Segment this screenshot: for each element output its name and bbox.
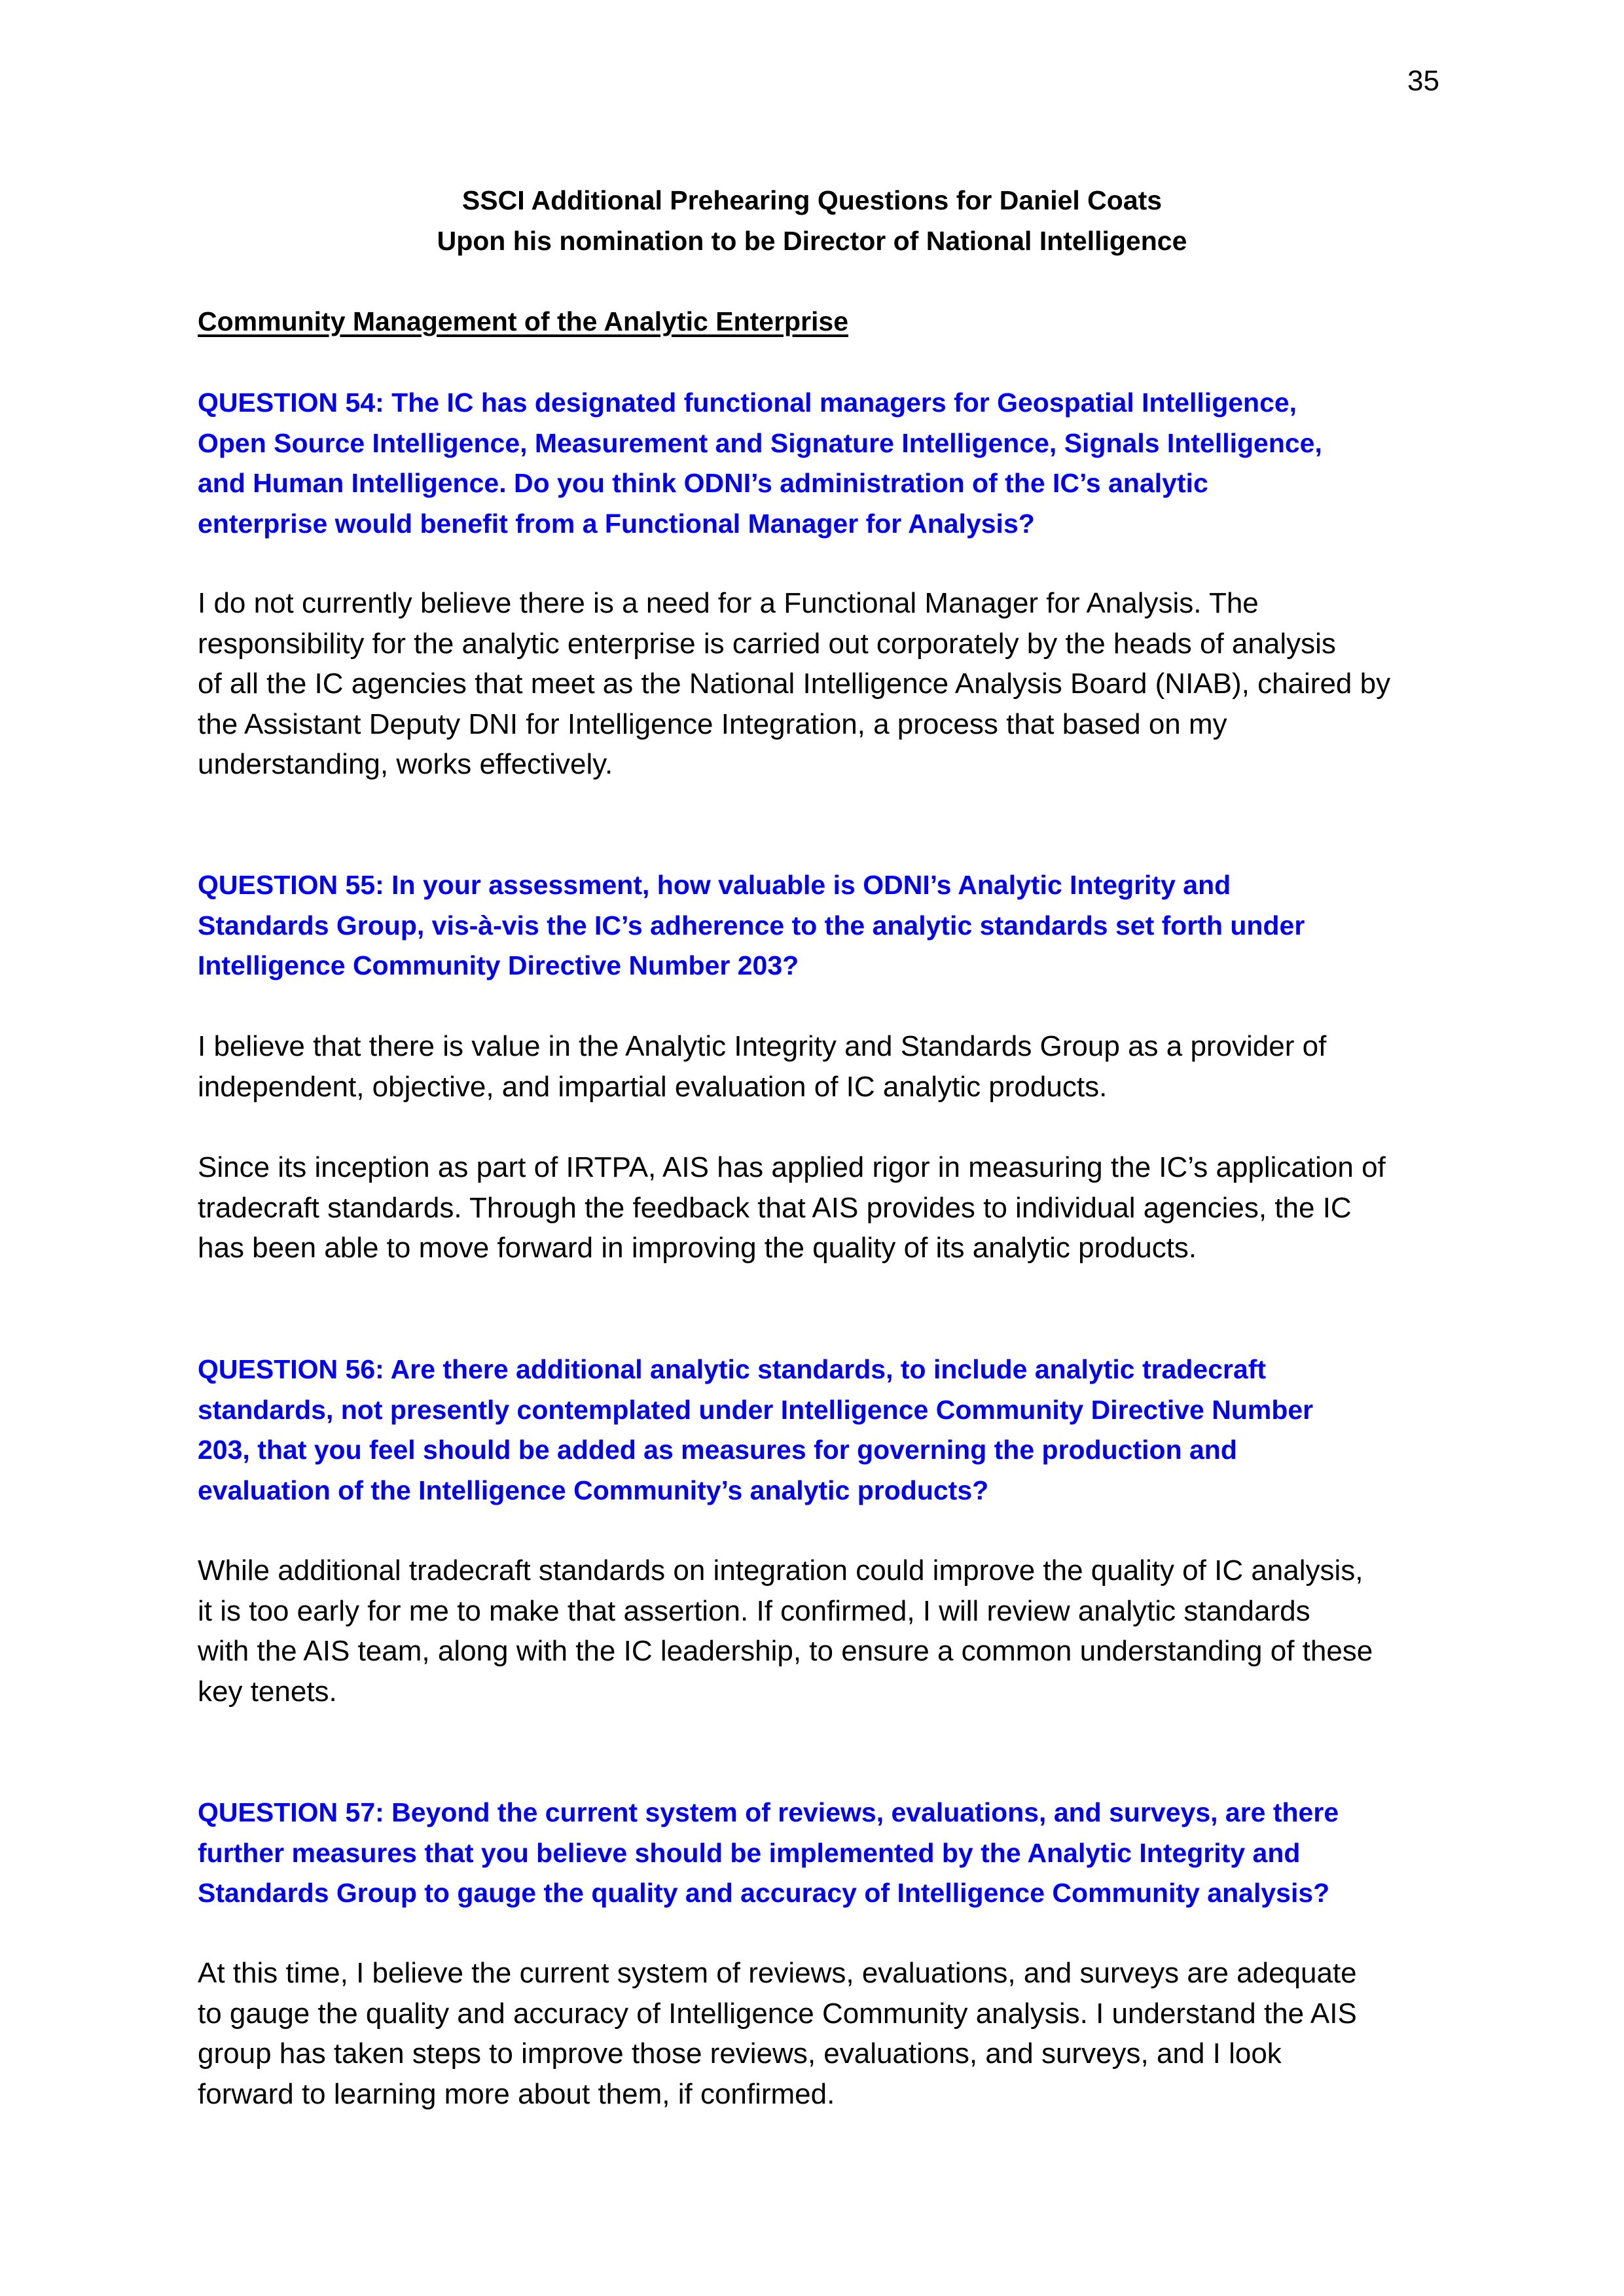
answer-55-paragraph-2 [198, 1147, 1474, 1268]
document-title [0, 181, 1624, 261]
text-line: enterprise would benefit from a Functional Manager for Analysis? [198, 508, 1035, 539]
text-line: While additional tradecraft standards on integration could improve the quality of IC analysis, [198, 1554, 1363, 1587]
section-heading-text: Community Management of the Analytic Enterprise [198, 306, 849, 336]
answer-55-paragraph-1 [198, 1026, 1474, 1107]
text-line: QUESTION 56: Are there additional analytic standards, to include analytic tradecraft [198, 1354, 1267, 1384]
text-line: 203, that you feel should be added as measures for governing the production and [198, 1435, 1237, 1465]
text-line: key tenets. [198, 1675, 337, 1708]
text-line: it is too early for me to make that assertion. If confirmed, I will review analytic standards [198, 1594, 1310, 1627]
text-line: QUESTION 54: The IC has designated functional managers for Geospatial Intelligence, [198, 387, 1297, 418]
question-57 [198, 1793, 1474, 1914]
question-56 [198, 1350, 1474, 1511]
text-line: with the AIS team, along with the IC leadership, to ensure a common understanding of these [198, 1635, 1373, 1668]
text-line: Standards Group to gauge the quality and accuracy of Intelligence Community analysis? [198, 1878, 1330, 1909]
text-line: Upon his nomination to be Director of National Intelligence [437, 225, 1187, 256]
text-line: group has taken steps to improve those reviews, evaluations, and surveys, and I look [198, 2037, 1282, 2070]
page-number: 35 [1407, 65, 1439, 97]
text-line: I do not currently believe there is a need for a Functional Manager for Analysis. The [198, 587, 1259, 619]
text-line: QUESTION 57: Beyond the current system of reviews, evaluations, and surveys, are there [198, 1797, 1339, 1827]
text-line: SSCI Additional Prehearing Questions for Daniel Coats [461, 185, 1163, 215]
text-line: and Human Intelligence. Do you think ODNI’s administration of the IC’s analytic [198, 468, 1208, 499]
text-line: At this time, I believe the current system of reviews, evaluations, and surveys are adequate [198, 1957, 1357, 1989]
text-line: tradecraft standards. Through the feedback that AIS provides to individual agencies, the IC [198, 1191, 1352, 1224]
text-line: responsibility for the analytic enterprise is carried out corporately by the heads of analysis [198, 627, 1336, 660]
text-line: independent, objective, and impartial evaluation of IC analytic products. [198, 1070, 1108, 1103]
text-line: understanding, works effectively. [198, 748, 613, 781]
text-line: QUESTION 55: In your assessment, how valuable is ODNI’s Analytic Integrity and [198, 870, 1231, 900]
text-line: evaluation of the Intelligence Community’s analytic products? [198, 1475, 989, 1505]
question-54 [198, 383, 1474, 544]
answer-56 [198, 1551, 1474, 1712]
text-line: has been able to move forward in improving the quality of its analytic products. [198, 1232, 1197, 1265]
text-line: Since its inception as part of IRTPA, AIS has applied rigor in measuring the IC’s application of [198, 1151, 1386, 1183]
text-line: further measures that you believe should be implemented by the Analytic Integrity and [198, 1837, 1301, 1868]
text-line: forward to learning more about them, if confirmed. [198, 2077, 835, 2110]
text-line: Intelligence Community Directive Number 203? [198, 950, 799, 981]
section-heading [198, 302, 1474, 342]
text-line: Open Source Intelligence, Measurement and Signature Intelligence, Signals Intelligence, [198, 427, 1322, 458]
text-line: I believe that there is value in the Analytic Integrity and Standards Group as a provider of [198, 1030, 1327, 1062]
text-line: of all the IC agencies that meet as the National Intelligence Analysis Board (NIAB), chaired by [198, 668, 1391, 700]
answer-57 [198, 1953, 1474, 2114]
text-line: Standards Group, vis-à-vis the IC’s adherence to the analytic standards set forth under [198, 910, 1305, 941]
question-55 [198, 865, 1474, 986]
answer-54 [198, 583, 1474, 785]
text-line: to gauge the quality and accuracy of Intelligence Community analysis. I understand the AIS [198, 1997, 1357, 2030]
text-line: standards, not presently contemplated under Intelligence Community Directive Number [198, 1394, 1314, 1425]
text-line: the Assistant Deputy DNI for Intelligence Integration, a process that based on my [198, 708, 1227, 740]
